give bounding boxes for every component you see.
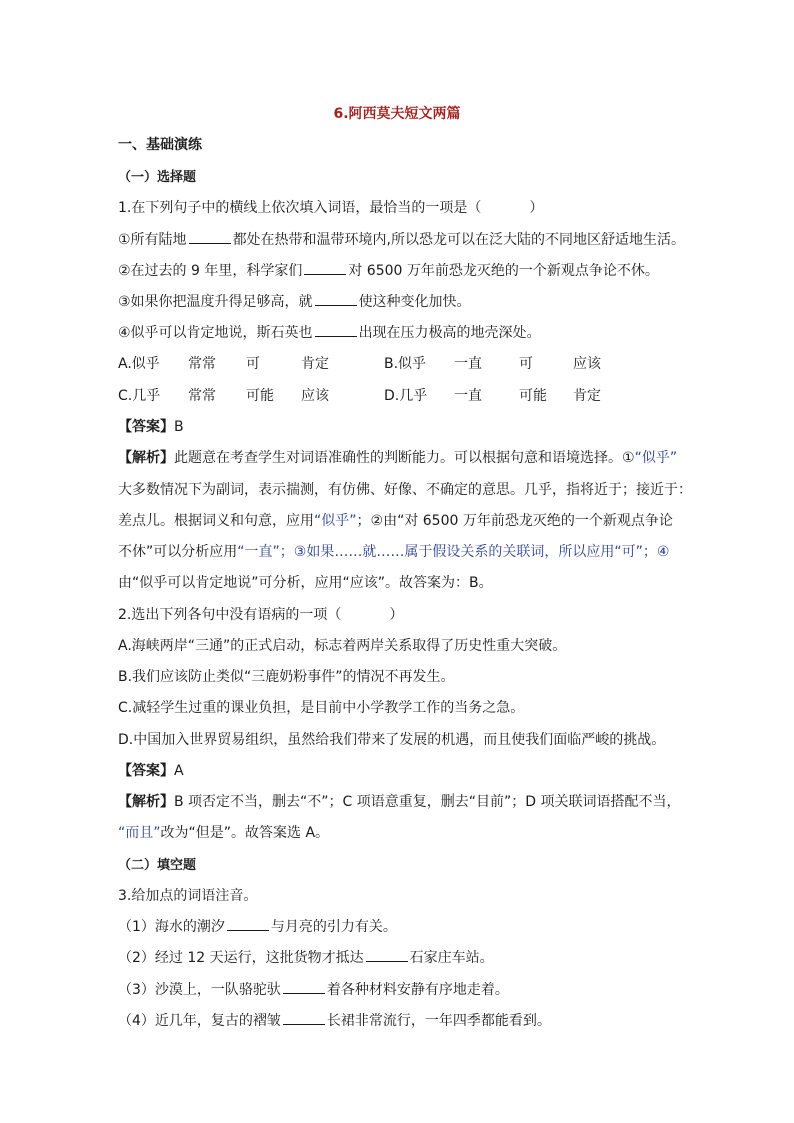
question-2-option-c: C.减轻学生过重的课业负担，是目前中小学教学工作的当务之急。 — [118, 700, 525, 716]
question-3-item-3: （3）沙漠上，一队骆驼驮 着各种材料安静有序地走着。 — [118, 979, 714, 999]
option-b-word-1: B.似乎 — [384, 356, 427, 372]
fill-blank — [366, 947, 408, 962]
question-2-answer: 【答案】A — [118, 763, 184, 779]
option-c-word-2: 常常 — [188, 388, 216, 404]
question-2-option-a: A.海峡两岸“三通”的正式启动，标志着两岸关系取得了历史性重大突破。 — [118, 638, 567, 654]
question-1-answer: 【答案】B — [118, 419, 184, 435]
option-c-word-1: C.几乎 — [118, 388, 161, 404]
section-heading-basic-practice: 一、基础演练 — [118, 137, 202, 153]
option-b-word-3: 可 — [519, 356, 533, 372]
option-b-word-4: 应该 — [573, 356, 601, 372]
option-c-word-3: 可能 — [246, 388, 274, 404]
question-1-analysis-line-4: 不休”可以分析应用“一直”；③如果……就……属于假设关系的关联词，所以应用“可”；④ — [118, 544, 670, 560]
question-1-analysis-line-5: 由“似乎可以肯定地说”可分析，应用“应该”。故答案为：B。 — [118, 575, 493, 591]
question-2-stem: 2.选出下列各句中没有语病的一项（ ） — [118, 607, 404, 623]
question-1-sentence-3: ③如果你把温度升得足够高，就 使这种变化加快。 — [118, 291, 714, 311]
question-1-sentence-2: ②在过去的 9 年里，科学家们 对 6500 万年前恐龙灭绝的一个新观点争论不休。 — [118, 260, 714, 280]
question-3-item-4: （4）近几年，复古的褶皱 长裙非常流行，一年四季都能看到。 — [118, 1010, 714, 1030]
question-2-analysis-line-1: 【解析】B 项否定不当，删去“不”；C 项语意重复，删去“目前”；D 项关联词语搭配不当， — [118, 794, 681, 810]
fill-blank — [283, 1010, 325, 1025]
option-a-word-4: 肯定 — [301, 356, 329, 372]
question-1-sentence-4: ④似乎可以肯定地说，斯石英也 出现在压力极高的地壳深处。 — [118, 322, 714, 342]
question-2-option-d: D.中国加入世界贸易组织，虽然给我们带来了发展的机遇，而且使我们面临严峻的挑战。 — [118, 732, 666, 748]
option-a-word-1: A.似乎 — [118, 356, 160, 372]
fill-blank — [283, 979, 325, 994]
subsection-heading-choice: （一）选择题 — [118, 170, 197, 185]
question-3-item-2: （2）经过 12 天运行，这批货物才抵达 石家庄车站。 — [118, 947, 714, 967]
fill-blank — [227, 916, 269, 931]
question-2-analysis-line-2: “而且”改为“但是”。故答案选 A。 — [118, 825, 330, 841]
option-d-word-3: 可能 — [519, 388, 547, 404]
option-c-word-4: 应该 — [301, 388, 329, 404]
fill-blank — [315, 322, 357, 337]
question-3-stem: 3.给加点的词语注音。 — [118, 888, 258, 904]
fill-blank — [189, 229, 231, 244]
question-1-sentence-1: ①所有陆地 都处在热带和温带环境内,所以恐龙可以在泛大陆的不同地区舒适地生活。 — [118, 229, 714, 249]
question-1-analysis-line-3: 差点儿。根据词义和句意，应用“似乎”；②由“对 6500 万年前恐龙灭绝的一个新观点争论 — [118, 513, 673, 529]
fill-blank — [315, 291, 357, 306]
option-d-word-1: D.几乎 — [384, 388, 428, 404]
page-title: 6.阿西莫夫短文两篇 — [333, 106, 461, 122]
option-a-word-2: 常常 — [188, 356, 216, 372]
question-3-item-1: （1）海水的潮汐 与月亮的引力有关。 — [118, 916, 714, 936]
option-d-word-4: 肯定 — [573, 388, 601, 404]
fill-blank — [304, 260, 346, 275]
option-b-word-2: 一直 — [454, 356, 482, 372]
question-1-analysis-line-2: 大多数情况下为副词，表示揣测，有仿佛、好像、不确定的意思。几乎，指将近于；接近于： — [118, 482, 692, 498]
option-a-word-3: 可 — [246, 356, 260, 372]
question-2-option-b: B.我们应该防止类似“三鹿奶粉事件”的情况不再发生。 — [118, 669, 455, 685]
question-1-stem: 1.在下列句子中的横线上依次填入词语，最恰当的一项是（ ） — [118, 200, 544, 216]
question-1-analysis-line-1: 【解析】此题意在考查学生对词语准确性的判断能力。可以根据句意和语境选择。①“似乎” — [118, 450, 678, 466]
option-d-word-2: 一直 — [454, 388, 482, 404]
subsection-heading-fill: （二）填空题 — [118, 858, 197, 873]
